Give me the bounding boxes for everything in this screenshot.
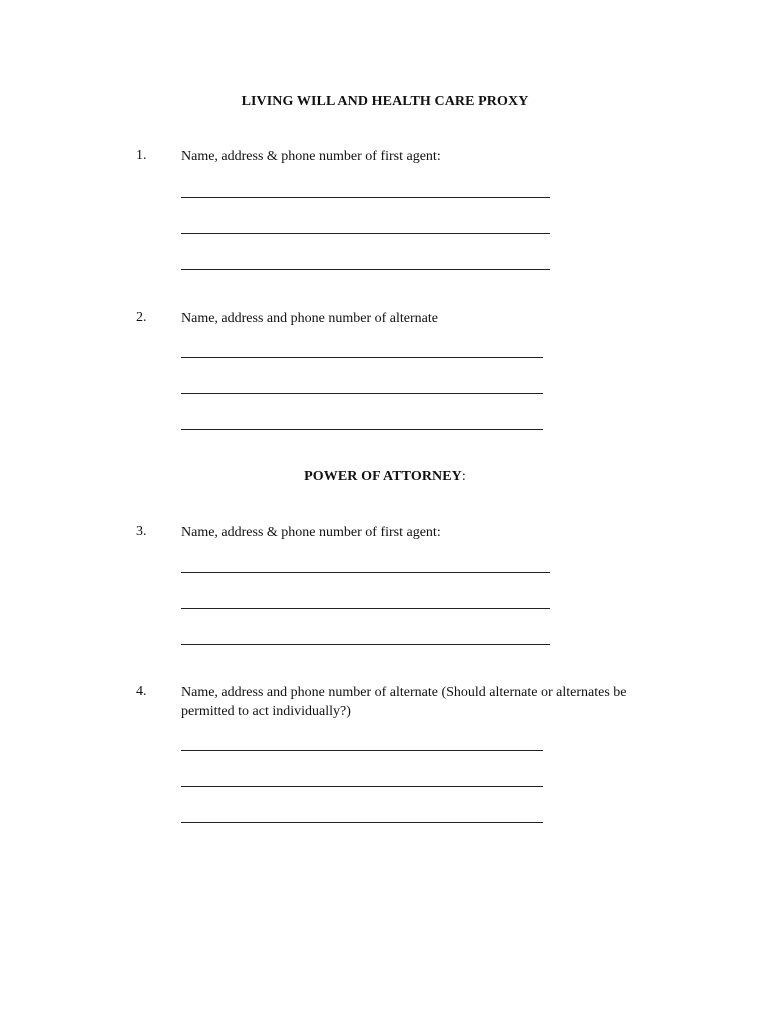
item4-line-1[interactable] (181, 750, 543, 751)
item-number-4: 4. (136, 684, 147, 699)
item-label-3: Name, address & phone number of first agent: (181, 525, 441, 540)
section-heading (0, 469, 770, 485)
item3-line-2[interactable] (181, 608, 550, 609)
section-heading-text: POWER OF ATTORNEY (304, 469, 462, 484)
section-heading-colon: : (461, 469, 466, 484)
item2-line-1[interactable] (181, 357, 543, 358)
item-label-2: Name, address and phone number of alternate (181, 311, 438, 326)
item4-line-3[interactable] (181, 822, 543, 823)
item1-line-1[interactable] (181, 197, 550, 198)
item-number-2: 2. (136, 310, 147, 325)
item3-line-3[interactable] (181, 644, 550, 645)
item3-line-1[interactable] (181, 572, 550, 573)
item-number-1: 1. (136, 148, 147, 163)
item-label-1: Name, address & phone number of first agent: (181, 149, 441, 164)
item2-line-2[interactable] (181, 393, 543, 394)
document-title: LIVING WILL AND HEALTH CARE PROXY (241, 94, 529, 109)
item1-line-2[interactable] (181, 233, 550, 234)
item-number-3: 3. (136, 524, 147, 539)
item4-line-2[interactable] (181, 786, 543, 787)
item1-line-3[interactable] (181, 269, 550, 270)
item-label-4: Name, address and phone number of alternate (Should alternate or alternates be permitted to act individually?) (181, 685, 627, 719)
item2-line-3[interactable] (181, 429, 543, 430)
